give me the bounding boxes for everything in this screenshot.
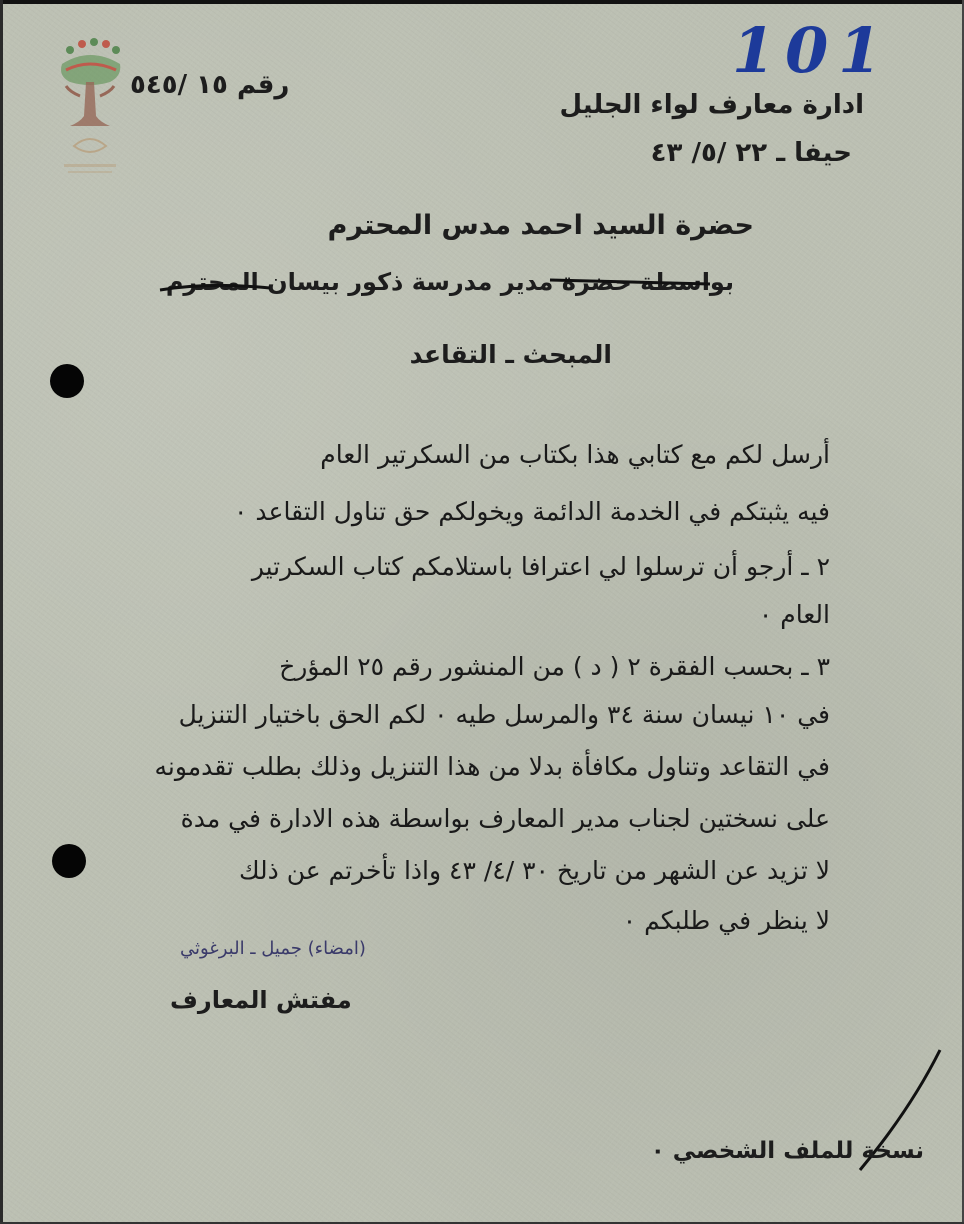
copy-note: نسخة للملف الشخصي ٠ xyxy=(650,1138,924,1164)
body-line-10: لا ينظر في طلبكم ٠ xyxy=(622,906,830,935)
punch-hole-bottom xyxy=(52,844,86,878)
subject-line: المبحث ـ التقاعد xyxy=(409,340,612,369)
body-line-2: فيه يثبتكم في الخدمة الدائمة ويخولكم حق تناول التقاعد ٠ xyxy=(234,497,830,526)
body-line-8: على نسختين لجناب مدير المعارف بواسطة هذه الادارة في مدة xyxy=(180,804,830,833)
punch-hole-top xyxy=(50,364,84,398)
strikethrough-mark xyxy=(150,270,790,300)
body-line-4: العام ٠ xyxy=(758,600,830,629)
scan-edge-left xyxy=(0,0,3,1224)
reference-number: رقم ١٥ /٥٤٥ xyxy=(130,70,290,100)
office-name: ادارة معارف لواء الجليل xyxy=(559,90,864,120)
body-line-7: في التقاعد وتناول مكافأة بدلا من هذا التنزيل وذلك بطلب تقدمونه xyxy=(154,752,830,781)
addressee-line: حضرة السيد احمد مدس المحترم xyxy=(327,210,754,241)
via-line: بواسطة حضرة مدير مدرسة ذكور بيسان المحترم xyxy=(165,268,734,296)
signature-title: مفتش المعارف xyxy=(170,986,352,1014)
body-line-9: لا تزيد عن الشهر من تاريخ ٣٠ /٤/ ٤٣ واذا تأخرتم عن ذلك xyxy=(238,856,830,885)
body-line-6: في ١٠ نيسان سنة ٣٤ والمرسل طيه ٠ لكم الحق باختيار التنزيل xyxy=(178,700,830,729)
scan-edge-top xyxy=(0,0,964,4)
body-line-5: ٣ ـ بحسب الفقرة ٢ ( د ) من المنشور رقم ٢٥ المؤرخ xyxy=(279,652,830,681)
handwritten-page-number: 101 xyxy=(732,14,892,87)
body-line-3: ٢ ـ أرجو أن ترسلوا لي اعترافا باستلامكم كتاب السكرتير xyxy=(251,552,830,581)
body-line-1: أرسل لكم مع كتابي هذا بكتاب من السكرتير العام xyxy=(320,440,830,469)
place-date: حيفا ـ ٢٢ /٥/ ٤٣ xyxy=(650,138,852,168)
tree-logo-watermark xyxy=(50,36,130,186)
signature-name: (امضاء) جميل ـ البرغوثي xyxy=(180,938,366,959)
